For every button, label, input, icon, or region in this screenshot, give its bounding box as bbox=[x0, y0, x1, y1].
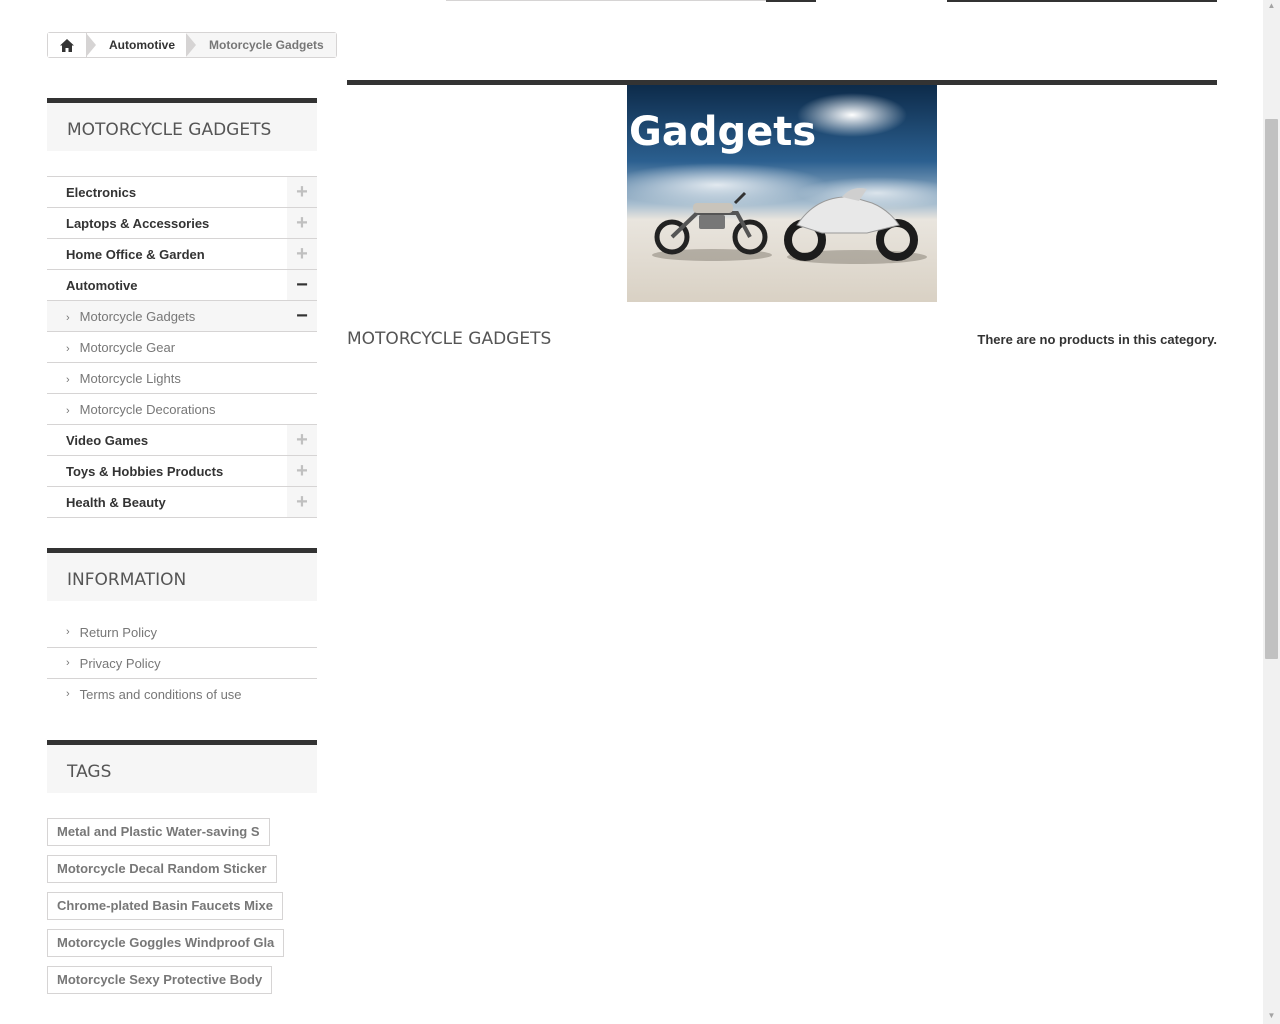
category-heading: MOTORCYCLE GADGETS bbox=[347, 329, 552, 349]
scroll-up-arrow-icon[interactable]: ▲ bbox=[1267, 1, 1276, 10]
header-search-field[interactable] bbox=[446, 0, 766, 1]
tag-link[interactable]: Motorcycle Sexy Protective Body bbox=[47, 966, 272, 994]
category-item[interactable] bbox=[47, 455, 317, 486]
category-label: Laptops & Accessories bbox=[66, 215, 210, 231]
expand-icon[interactable]: + bbox=[287, 239, 317, 269]
tags-block-title: TAGS bbox=[47, 740, 317, 793]
information-block-title: INFORMATION bbox=[47, 548, 317, 601]
chevron-right-icon: › bbox=[66, 626, 70, 638]
tag-link[interactable]: Motorcycle Goggles Windproof Gla bbox=[47, 929, 284, 957]
scrollbar-thumb[interactable] bbox=[1265, 119, 1278, 659]
tag-list bbox=[47, 818, 317, 1003]
breadcrumb bbox=[47, 32, 337, 58]
category-item[interactable] bbox=[47, 207, 317, 238]
chevron-right-icon: › bbox=[66, 311, 70, 324]
category-tree bbox=[47, 176, 317, 518]
chevron-right-icon: › bbox=[66, 404, 70, 417]
breadcrumb-link-automotive[interactable]: Automotive bbox=[87, 33, 187, 57]
expand-icon[interactable]: + bbox=[287, 425, 317, 455]
category-label: Toys & Hobbies Products bbox=[66, 463, 224, 479]
breadcrumb-current: Motorcycle Gadgets bbox=[187, 33, 336, 57]
category-label: › Motorcycle Gadgets bbox=[66, 308, 196, 324]
tag-link[interactable]: Chrome-plated Basin Faucets Mixe bbox=[47, 892, 283, 920]
information-link[interactable]: › Privacy Policy bbox=[47, 648, 317, 679]
subcategory-item[interactable] bbox=[47, 362, 317, 393]
category-label: › Motorcycle Lights bbox=[66, 370, 181, 386]
category-item[interactable] bbox=[47, 238, 317, 269]
chevron-right-icon: › bbox=[66, 373, 70, 386]
subcategory-item[interactable] bbox=[47, 300, 317, 331]
information-link[interactable]: › Terms and conditions of use bbox=[66, 686, 242, 702]
category-item[interactable] bbox=[47, 269, 317, 300]
category-label: Home Office & Garden bbox=[66, 246, 205, 262]
header-search-button[interactable] bbox=[766, 0, 816, 2]
category-item[interactable] bbox=[47, 424, 317, 455]
chevron-right-icon: › bbox=[66, 657, 70, 669]
collapse-icon[interactable]: − bbox=[287, 270, 317, 300]
information-list bbox=[47, 617, 317, 709]
category-item[interactable] bbox=[47, 486, 317, 518]
scroll-down-arrow-icon[interactable]: ▼ bbox=[1267, 1011, 1276, 1020]
expand-icon[interactable]: + bbox=[287, 456, 317, 486]
subcategory-item[interactable] bbox=[47, 393, 317, 424]
tag-link[interactable]: Metal and Plastic Water-saving S bbox=[47, 818, 270, 846]
category-label: Health & Beauty bbox=[66, 494, 166, 510]
expand-icon[interactable]: + bbox=[287, 208, 317, 238]
category-banner-image bbox=[627, 85, 937, 302]
chevron-right-icon: › bbox=[66, 342, 70, 355]
category-label: Automotive bbox=[66, 277, 138, 293]
category-label: › Motorcycle Gear bbox=[66, 339, 176, 355]
category-item[interactable] bbox=[47, 176, 317, 207]
category-label: › Motorcycle Decorations bbox=[66, 401, 216, 417]
expand-icon[interactable]: + bbox=[287, 177, 317, 207]
home-icon[interactable] bbox=[48, 33, 87, 57]
category-label: Electronics bbox=[66, 184, 137, 200]
subcategory-item[interactable] bbox=[47, 331, 317, 362]
header-cart[interactable] bbox=[947, 0, 1217, 2]
chevron-right-icon: › bbox=[66, 688, 70, 700]
category-label: Video Games bbox=[66, 432, 149, 448]
categories-block-title: MOTORCYCLE GADGETS bbox=[47, 98, 317, 151]
empty-category-message: There are no products in this category. bbox=[977, 332, 1217, 347]
information-link[interactable]: › Return Policy bbox=[47, 617, 317, 648]
expand-icon[interactable]: + bbox=[287, 487, 317, 517]
tag-link[interactable]: Motorcycle Decal Random Sticker bbox=[47, 855, 277, 883]
collapse-icon[interactable]: − bbox=[287, 301, 317, 331]
banner-title: Gadgets bbox=[629, 109, 817, 155]
